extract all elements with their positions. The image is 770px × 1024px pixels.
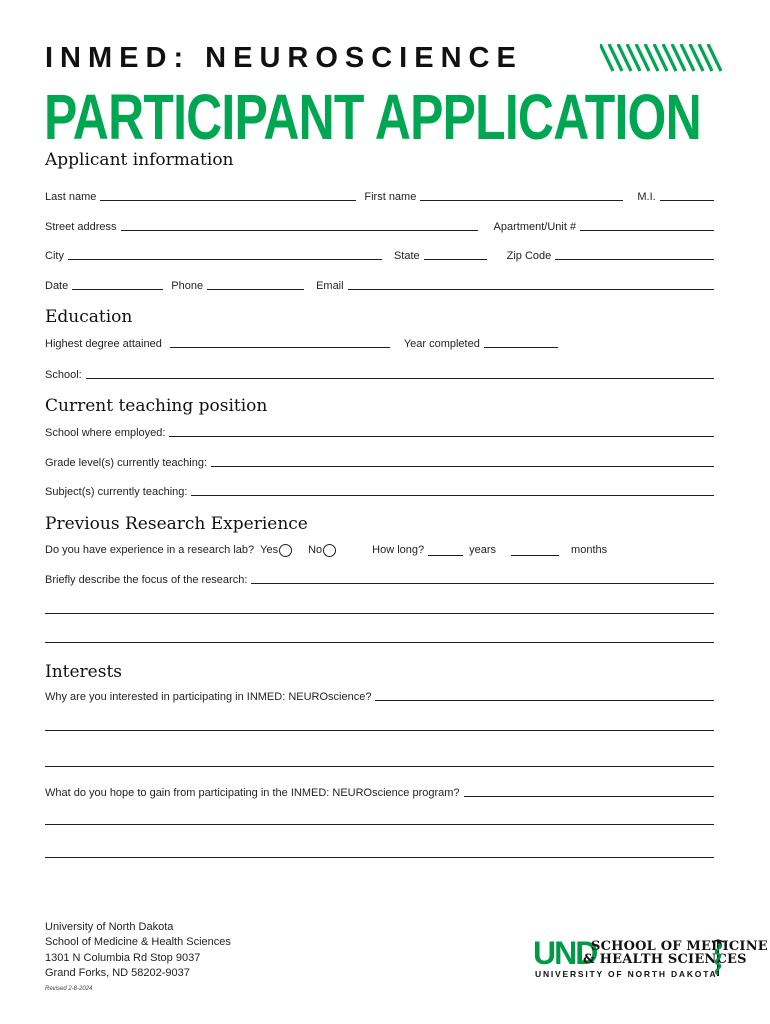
yes-radio[interactable]	[279, 544, 292, 557]
name-row	[45, 189, 714, 203]
apartment-label: Apartment/Unit #	[493, 221, 577, 233]
school-field[interactable]	[86, 368, 714, 379]
gain-row	[45, 785, 714, 799]
first-name-field[interactable]	[420, 190, 623, 201]
phone-field[interactable]	[207, 279, 304, 290]
no-label: No	[308, 544, 323, 556]
subjects-field[interactable]	[191, 485, 714, 496]
gain-line-3[interactable]	[45, 857, 714, 858]
revised-date: Revised 2-8-2024	[45, 986, 93, 992]
years-field[interactable]	[428, 545, 463, 556]
subjects-label: Subject(s) currently teaching:	[45, 486, 188, 498]
state-label: State	[393, 250, 420, 262]
yes-label: Yes	[260, 544, 279, 556]
no-radio[interactable]	[323, 544, 336, 557]
first-name-label: First name	[364, 191, 417, 203]
address-line: University of North Dakota	[45, 921, 174, 933]
email-field[interactable]	[348, 279, 714, 290]
street-field[interactable]	[121, 220, 478, 231]
page-title: PARTICIPANT APPLICATION	[44, 81, 701, 153]
address-line: School of Medicine & Health Sciences	[45, 936, 231, 949]
address-line: Grand Forks, ND 58202-9037	[45, 966, 190, 979]
focus-line-3[interactable]	[45, 642, 714, 643]
employed-row	[45, 425, 714, 439]
state-field[interactable]	[424, 249, 487, 260]
zip-field[interactable]	[555, 249, 714, 260]
und-logo-mark: UND	[533, 935, 597, 971]
focus-row	[45, 572, 714, 586]
city-field[interactable]	[68, 249, 382, 260]
why-line-3[interactable]	[45, 766, 714, 767]
logo-school-line2: & HEALTH SCIENCES	[583, 952, 747, 967]
months-field[interactable]	[511, 545, 559, 556]
year-field[interactable]	[484, 337, 558, 348]
email-label: Email	[316, 280, 344, 292]
why-field[interactable]	[375, 690, 714, 701]
footer-address	[45, 920, 231, 981]
section-teaching-heading: Current teaching position	[45, 396, 268, 416]
last-name-field[interactable]	[100, 190, 356, 201]
months-label: months	[571, 544, 608, 556]
last-name-label: Last name	[45, 191, 97, 203]
logo-school-line1: SCHOOL OF MEDICINE	[591, 939, 768, 954]
address-line: 1301 N Columbia Rd Stop 9037	[45, 951, 201, 964]
section-applicant-heading: Applicant information	[45, 150, 234, 170]
phone-label: Phone	[171, 280, 204, 292]
program-kicker: INMED: NEUROSCIENCE	[45, 42, 523, 74]
mi-field[interactable]	[660, 190, 714, 201]
section-education-heading: Education	[45, 307, 133, 327]
street-row	[45, 219, 714, 233]
research-question-row	[45, 542, 714, 558]
city-row	[45, 248, 714, 262]
focus-label: Briefly describe the focus of the research:	[45, 574, 248, 586]
gain-label: What do you hope to gain from participating in the INMED: NEUROscience program?	[45, 787, 460, 799]
school-row	[45, 367, 714, 381]
degree-label: Highest degree attained	[45, 338, 162, 350]
focus-field[interactable]	[251, 573, 714, 584]
street-label: Street address	[45, 221, 117, 233]
mi-label: M.I.	[637, 191, 656, 203]
gain-line-2[interactable]	[45, 824, 714, 825]
why-line-2[interactable]	[45, 730, 714, 731]
employed-label: School where employed:	[45, 427, 166, 439]
date-label: Date	[45, 280, 69, 292]
gain-field[interactable]	[464, 786, 714, 797]
section-interests-heading: Interests	[45, 662, 123, 682]
school-label: School:	[45, 369, 82, 381]
grades-field[interactable]	[211, 456, 714, 467]
degree-field[interactable]	[170, 337, 390, 348]
focus-line-2[interactable]	[45, 613, 714, 614]
degree-row	[45, 336, 714, 350]
logo-university-name: UNIVERSITY OF NORTH DAKOTA	[535, 969, 718, 979]
contact-row	[45, 278, 714, 292]
why-label: Why are you interested in participating in INMED: NEUROscience?	[45, 691, 372, 703]
apartment-field[interactable]	[580, 220, 714, 231]
caduceus-icon	[709, 938, 727, 978]
year-label: Year completed	[403, 338, 480, 350]
section-research-heading: Previous Research Experience	[45, 514, 308, 534]
zip-label: Zip Code	[506, 250, 552, 262]
city-label: City	[45, 250, 64, 262]
grades-row	[45, 455, 714, 469]
research-question-label: Do you have experience in a research lab?	[45, 544, 255, 556]
why-row	[45, 689, 714, 703]
subjects-row	[45, 484, 714, 498]
grades-label: Grade level(s) currently teaching:	[45, 457, 208, 469]
years-label: years	[469, 544, 497, 556]
how-long-label: How long?	[372, 544, 425, 556]
date-field[interactable]	[72, 279, 163, 290]
employed-field[interactable]	[169, 426, 714, 437]
stripes-decoration	[600, 44, 722, 72]
